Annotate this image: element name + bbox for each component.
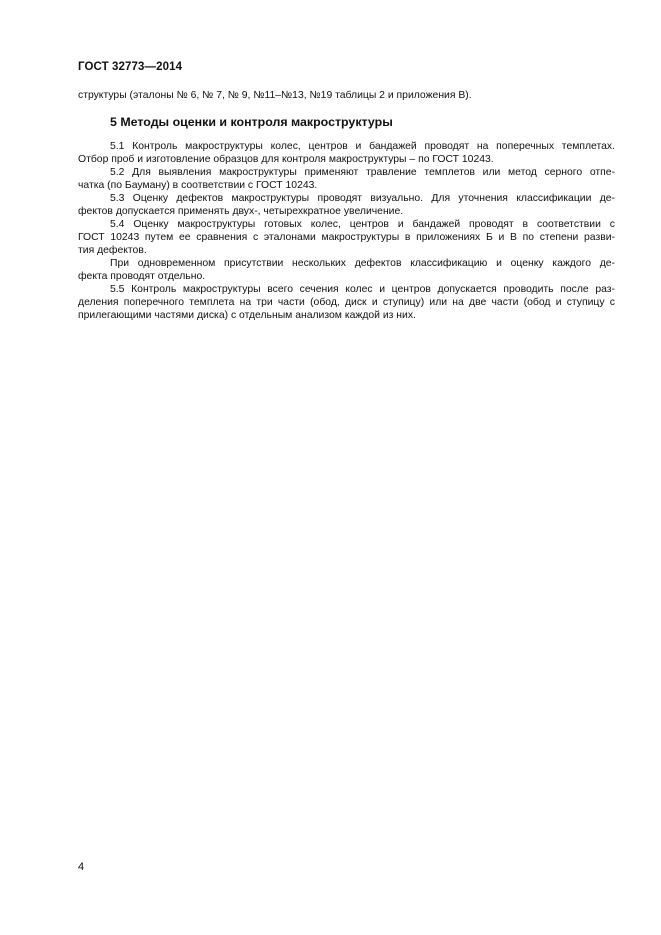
section-body [78, 140, 615, 322]
text-line: фектов допускается применять двух-, четырехкратное увеличение. [78, 206, 404, 217]
text-line: При одновременном присутствии нескольких дефектов классификацию и оценку каждого де- [110, 258, 615, 269]
text-line: прилегающими частями диска) с отдельным анализом каждой из них. [78, 310, 416, 321]
text-line: ГОСТ 10243 путем ее сравнения с эталонами макроструктуры в приложениях Б и В по степени разви- [78, 232, 615, 243]
intro-paragraph: структуры (эталоны № 6, № 7, № 9, №11–№13, №19 таблицы 2 и приложения В). [78, 90, 472, 101]
text-line: фекта проводят отдельно. [78, 271, 206, 282]
text-line: 5.1 Контроль макроструктуры колес, центров и бандажей проводят на поперечных темплетах. [110, 141, 615, 152]
document-header: ГОСТ 32773—2014 [78, 61, 183, 73]
text-line: 5.2 Для выявления макроструктуры применяют травление темплетов или метод серного отпе- [110, 167, 615, 178]
page-number: 4 [78, 861, 85, 873]
text-line: 5.4 Оценку макроструктуры готовых колес, центров и бандажей проводят в соответствии с [110, 219, 615, 230]
text-line: 5.5 Контроль макроструктуры всего сечения колес и центров допускается проводить после раз- [110, 284, 615, 295]
section-title: 5 Методы оценки и контроля макроструктуры [110, 115, 393, 129]
text-line: деления поперечного темплета на три части (обод, диск и ступицу) или на две части (обод и ступицу с [78, 297, 615, 308]
text-line: чатка (по Бауману) в соответствии с ГОСТ 10243. [78, 180, 318, 191]
text-line: 5.3 Оценку дефектов макроструктуры проводят визуально. Для уточнения классификации де- [110, 193, 615, 204]
text-line: Отбор проб и изготовление образцов для контроля макроструктуры – по ГОСТ 10243. [78, 154, 494, 165]
text-line: тия дефектов. [78, 245, 147, 256]
